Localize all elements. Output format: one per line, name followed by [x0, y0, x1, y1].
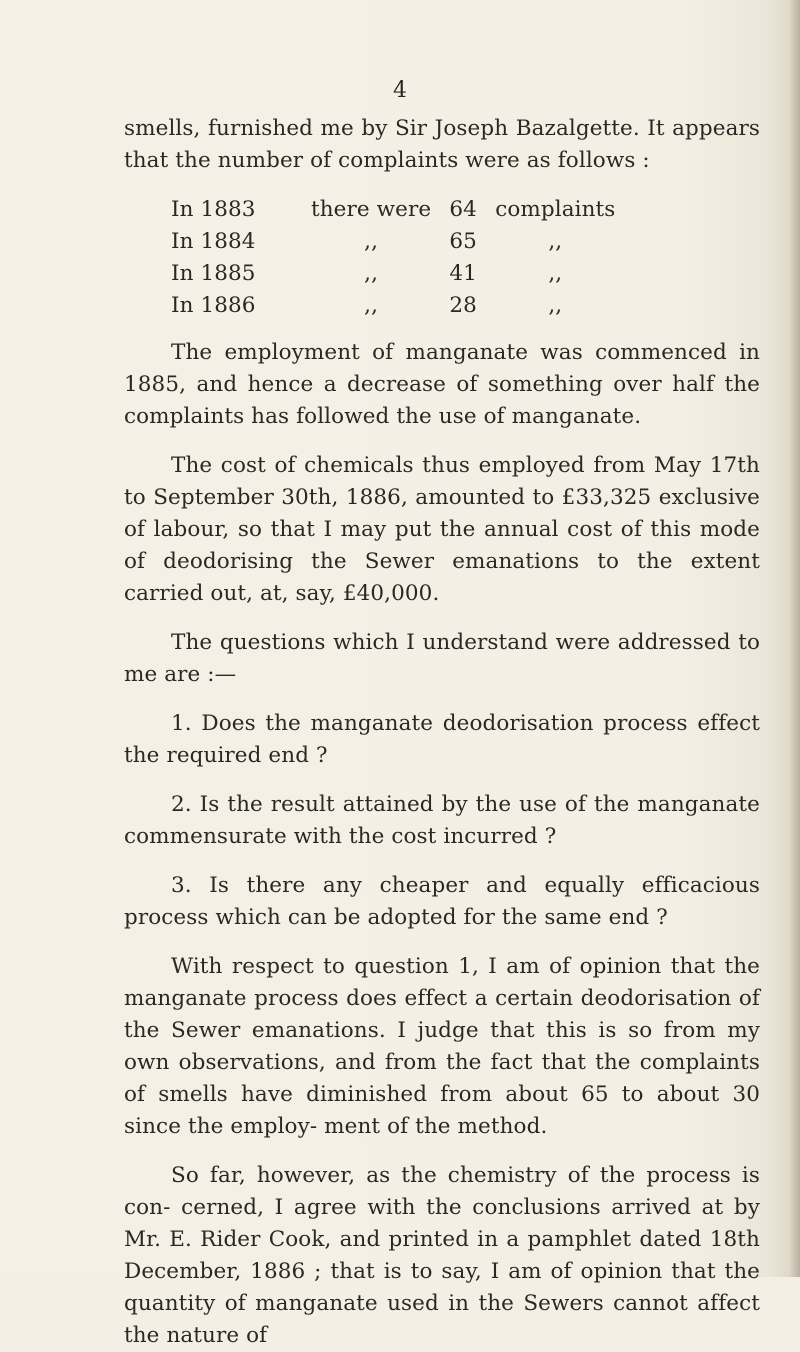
- complaint-year: In 1885: [171, 261, 256, 286]
- table-row: [171, 194, 615, 226]
- question-1: 1. Does the manganate deodorisation process effect the required end ?: [124, 711, 760, 768]
- cost-paragraph: The cost of chemicals thus employed from May 17th to September 30th, 1886, amounted to £33,325 exclusive of labour, so that I may put the annual cost of this mode of deodorising the Sewer emanations to the extent carried out, at, say, £40,000.: [124, 453, 760, 606]
- complaint-year: In 1883: [171, 197, 256, 222]
- complaint-verb: ,,: [364, 293, 379, 318]
- question-2: 2. Is the result attained by the use of the manganate commensurate with the cost incurred ?: [124, 792, 760, 849]
- answer-1-paragraph: With respect to question 1, I am of opinion that the manganate process does effect a certain deodorisation of the Sewer emanations. I judge that this is so from my own observations, and from the fact that the complaints of smells have diminished from about 65 to about 30 since the employ- ment of the method.: [124, 954, 760, 1139]
- complaint-unit: ,,: [548, 293, 563, 318]
- complaint-verb: ,,: [364, 229, 379, 254]
- complaint-count: 28: [449, 293, 477, 318]
- complaint-year: In 1886: [171, 293, 256, 318]
- intro-paragraph: smells, furnished me by Sir Joseph Bazalgette. It appears that the number of complaints were as follows :: [124, 116, 760, 173]
- questions-intro-paragraph: The questions which I understand were addressed to me are :—: [124, 630, 760, 687]
- complaint-count: 65: [449, 229, 477, 254]
- complaint-verb: there were: [311, 197, 432, 222]
- complaint-unit: ,,: [548, 261, 563, 286]
- table-row: [171, 290, 615, 322]
- complaint-verb: ,,: [364, 261, 379, 286]
- chemistry-paragraph: So far, however, as the chemistry of the process is con- cerned, I agree with the conclusions arrived at by Mr. E. Rider Cook, and printed in a pamphlet dated 18th December, 1886 ; that is to say, I am of opinion that the quantity of manganate used in the Sewers cannot affect the nature of: [124, 1163, 760, 1348]
- body-text: [124, 113, 760, 1352]
- complaints-table: [171, 194, 615, 322]
- page-number: 4: [393, 78, 407, 103]
- complaint-year: In 1884: [171, 229, 256, 254]
- complaint-unit: complaints: [495, 197, 616, 222]
- complaint-unit: ,,: [548, 229, 563, 254]
- complaint-count: 64: [449, 197, 477, 222]
- page-edge: [788, 0, 800, 1277]
- table-row: [171, 258, 615, 290]
- complaint-count: 41: [449, 261, 477, 286]
- question-3: 3. Is there any cheaper and equally efficacious process which can be adopted for the same end ?: [124, 873, 760, 930]
- manganate-paragraph: The employment of manganate was commenced in 1885, and hence a decrease of something over half the complaints has followed the use of manganate.: [124, 340, 760, 429]
- table-row: [171, 226, 615, 258]
